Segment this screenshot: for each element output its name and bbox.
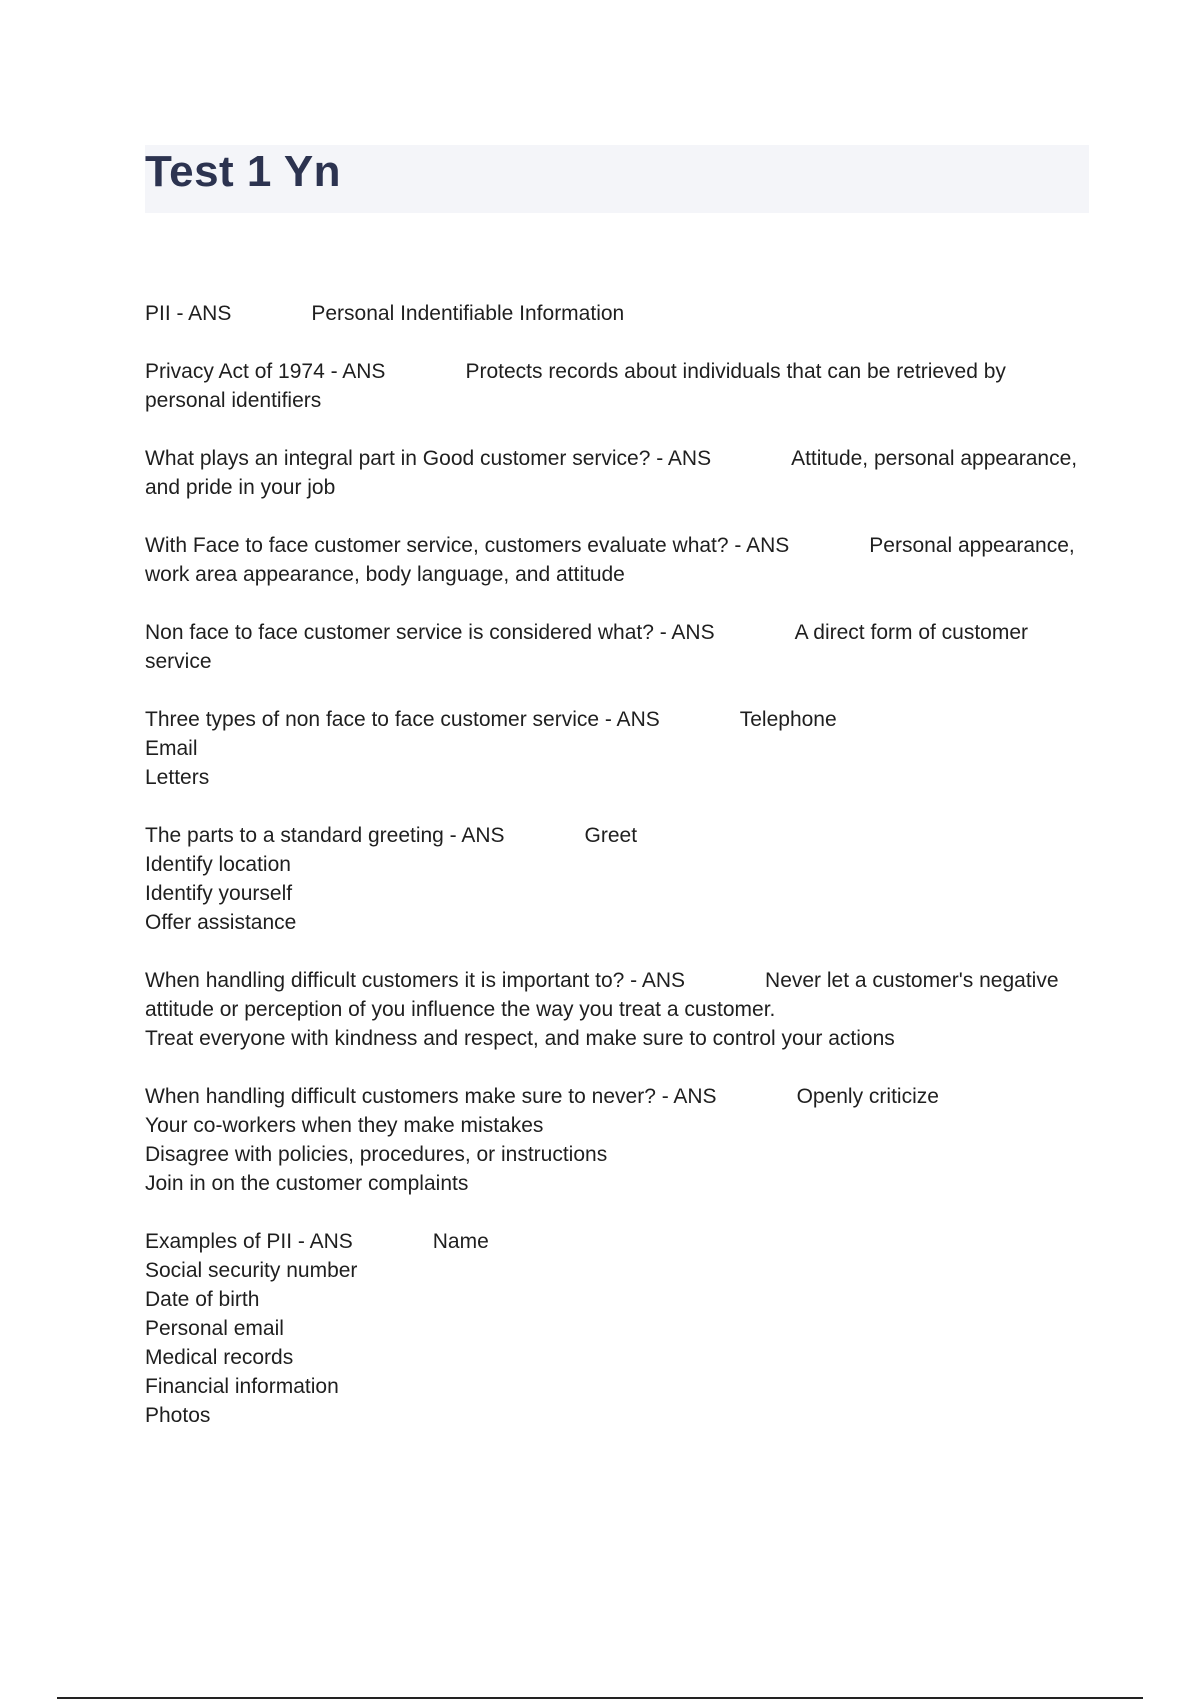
qa-question: Examples of PII - ANS	[145, 1230, 353, 1253]
answer-line: Photos	[145, 1404, 211, 1427]
qa-question: Non face to face customer service is considered what? - ANS	[145, 621, 715, 644]
qa-question: When handling difficult customers make sure to never? - ANS	[145, 1085, 717, 1108]
qa-question: Privacy Act of 1974 - ANS	[145, 360, 386, 383]
answer-line: Your co-workers when they make mistakes	[145, 1114, 544, 1137]
answer-line: Name	[432, 1230, 489, 1253]
answer-line: Personal appearance, work area appearance, body language, and attitude	[145, 534, 1075, 586]
qa-item	[145, 299, 1085, 328]
qa-question: Three types of non face to face customer service - ANS	[145, 708, 660, 731]
qa-item	[145, 821, 1085, 937]
document-title: Test 1 Yn	[145, 147, 342, 196]
answer-line: Letters	[145, 766, 210, 789]
qa-item	[145, 444, 1085, 502]
answer-line: Medical records	[145, 1346, 294, 1369]
answer-line: Protects records about individuals that can be retrieved by personal identifiers	[145, 360, 1006, 412]
qa-item	[145, 1227, 1085, 1430]
qa-item	[145, 618, 1085, 676]
qa-answer	[145, 1230, 1085, 1430]
qa-question: The parts to a standard greeting - ANS	[145, 824, 505, 847]
qa-answer	[311, 302, 624, 325]
qa-question: When handling difficult customers it is important to? - ANS	[145, 969, 686, 992]
answer-line: Telephone	[739, 708, 837, 731]
qa-question: With Face to face customer service, customers evaluate what? - ANS	[145, 534, 790, 557]
qa-question: PII - ANS	[145, 302, 232, 325]
answer-line: Attitude, personal appearance, and pride in your job	[145, 447, 1078, 499]
answer-line: Personal email	[145, 1317, 284, 1340]
qa-item	[145, 705, 1085, 792]
qa-item	[145, 357, 1085, 415]
answer-line: Join in on the customer complaints	[145, 1172, 469, 1195]
qa-question: What plays an integral part in Good customer service? - ANS	[145, 447, 712, 470]
answer-line: Treat everyone with kindness and respect, and make sure to control your actions	[145, 1027, 895, 1050]
answer-line: Never let a customer's negative attitude or perception of you influence the way you treat a customer.	[145, 969, 1059, 1021]
qa-item	[145, 531, 1085, 589]
qa-list	[145, 299, 1085, 1459]
answer-line: Identify yourself	[145, 882, 293, 905]
qa-item	[145, 1082, 1085, 1198]
answer-line: Financial information	[145, 1375, 339, 1398]
answer-line: Identify location	[145, 853, 291, 876]
answer-line: A direct form of customer service	[145, 621, 1029, 673]
qa-item	[145, 966, 1085, 1053]
answer-line: Greet	[584, 824, 638, 847]
answer-line: Offer assistance	[145, 911, 297, 934]
answer-line: Email	[145, 737, 198, 760]
answer-line: Date of birth	[145, 1288, 260, 1311]
answer-line: Personal Indentifiable Information	[311, 302, 625, 325]
answer-line: Social security number	[145, 1259, 358, 1282]
answer-line: Disagree with policies, procedures, or instructions	[145, 1143, 608, 1166]
footer-divider	[57, 1697, 1143, 1699]
answer-line: Openly criticize	[796, 1085, 939, 1108]
